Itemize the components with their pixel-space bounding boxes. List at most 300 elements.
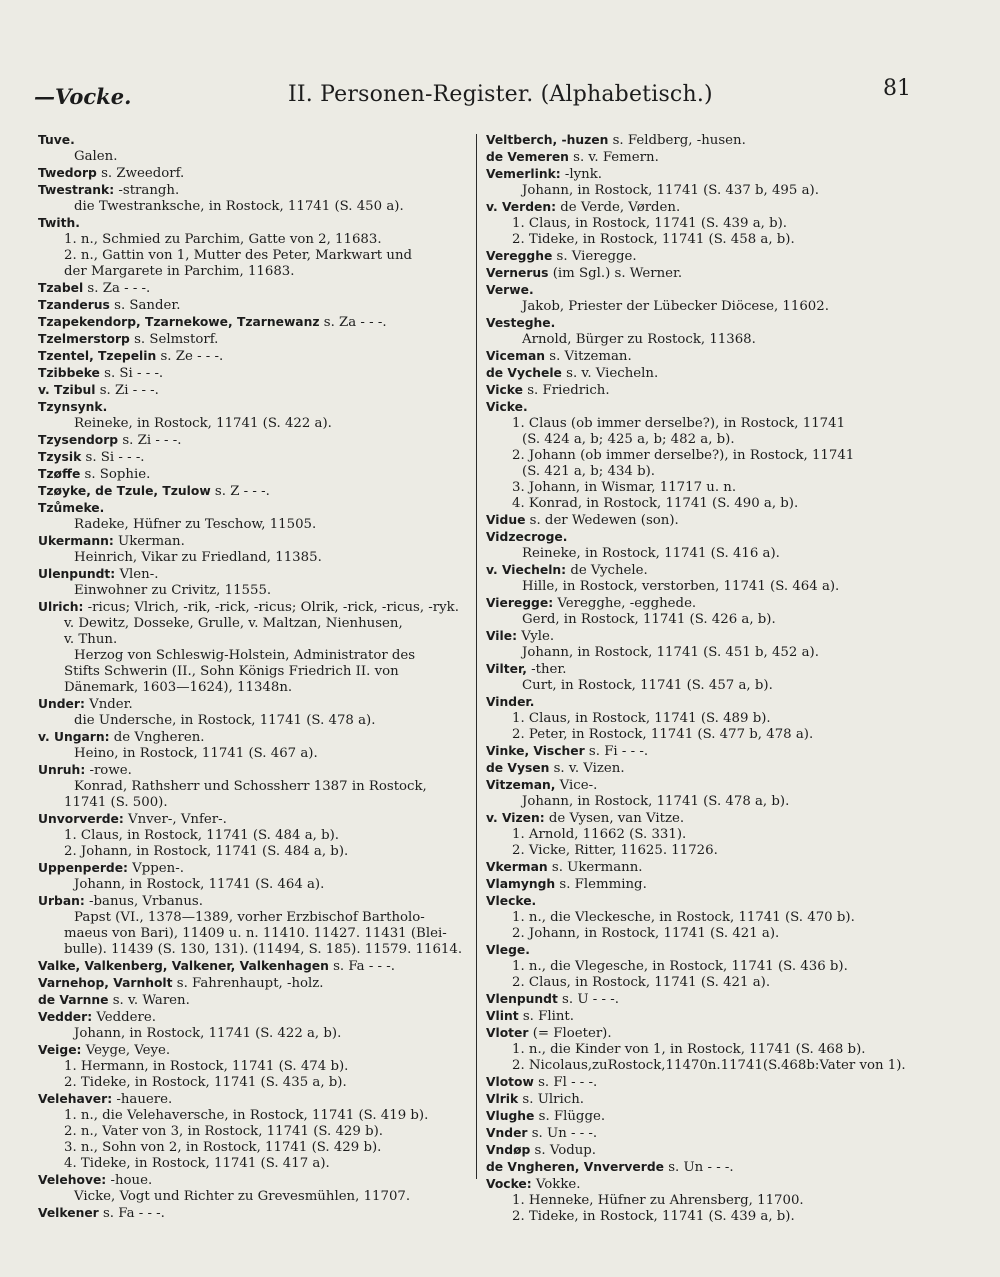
entry-subline: 2. n., Gattin von 1, Mutter des Peter, Markwart und <box>64 248 413 263</box>
entry-subline: Dänemark, 1603—1624), 11348n. <box>64 680 293 695</box>
entry-heading-line <box>486 694 946 711</box>
entry-headword: Tzelmerstorp <box>38 332 130 346</box>
entry-headword: Twestrank: <box>38 183 115 197</box>
entry-heading-line <box>38 811 470 828</box>
entry-heading-line <box>38 1091 470 1108</box>
entry-headword: Velkener <box>38 1206 99 1220</box>
register-entry <box>38 1172 470 1205</box>
entry-heading-line <box>38 365 470 382</box>
entry-subline: Jakob, Priester der Lübecker Diöcese, 11602. <box>522 299 829 314</box>
register-entry <box>38 860 470 893</box>
register-entry <box>486 743 946 760</box>
register-entry <box>38 1042 470 1091</box>
entry-headword: Tzapekendorp, Tzarnekowe, Tzarnewanz <box>38 315 320 329</box>
register-entry <box>486 1176 946 1225</box>
entry-headword: v. Verden: <box>486 200 557 214</box>
register-entry <box>486 1091 946 1108</box>
entry-reference: s. Feldberg, -husen. <box>608 133 746 148</box>
entry-reference: Vppen-. <box>127 861 184 876</box>
entry-heading-line <box>486 248 946 265</box>
entry-reference: -ricus; Vlrich, -rik, -rick, -ricus; Olrik, -rick, -ricus, -ryk. <box>83 600 459 615</box>
entry-heading-line <box>486 315 946 332</box>
entry-subline: Radeke, Hüfner zu Teschow, 11505. <box>74 517 317 532</box>
entry-headword: Veregghe <box>486 249 553 263</box>
entry-headword: Vile: <box>486 629 517 643</box>
entry-subline: 3. Johann, in Wismar, 11717 u. n. <box>512 480 737 495</box>
entry-headword: Vlotow <box>486 1075 534 1089</box>
register-entry <box>38 165 470 182</box>
entry-headword: Vitzeman, <box>486 778 556 792</box>
entry-heading-line <box>486 628 946 645</box>
register-entry <box>486 1142 946 1159</box>
register-entry <box>38 500 470 533</box>
entry-headword: Vicke <box>486 383 523 397</box>
register-entry <box>486 382 946 399</box>
entry-headword: de Vychele <box>486 366 562 380</box>
entry-reference: s. Fl - - -. <box>533 1075 598 1090</box>
register-entry <box>486 694 946 743</box>
register-entry <box>486 1108 946 1125</box>
entry-heading-line <box>38 331 470 348</box>
entry-subline: Johann, in Rostock, 11741 (S. 464 a). <box>74 877 325 892</box>
entry-heading-line <box>38 399 470 416</box>
register-entry <box>38 280 470 297</box>
entry-headword: Vnder <box>486 1126 528 1140</box>
entry-reference: Vnver-, Vnfer-. <box>123 812 227 827</box>
entry-subline: 1. n., die Vleckesche, in Rostock, 11741 (S. 470 b). <box>512 910 855 925</box>
entry-headword: Twedorp <box>38 166 97 180</box>
entry-heading-line <box>486 132 946 149</box>
running-head-title: II. Personen-Register. (Alphabetisch.) <box>288 82 713 107</box>
register-entry <box>38 729 470 762</box>
entry-headword: Veige: <box>38 1043 82 1057</box>
register-entry <box>38 348 470 365</box>
entry-reference: Vice-. <box>555 778 598 793</box>
entry-heading-line <box>38 696 470 713</box>
entry-reference: de Verde, Vørden. <box>556 200 681 215</box>
running-head-left: —Vocke. <box>34 84 132 109</box>
left-column <box>38 132 470 1222</box>
entry-subline: Einwohner zu Crivitz, 11555. <box>74 583 272 598</box>
entry-subline: Gerd, in Rostock, 11741 (S. 426 a, b). <box>522 612 776 627</box>
entry-reference: s. Vieregge. <box>552 249 637 264</box>
entry-headword: Ukermann: <box>38 534 114 548</box>
entry-heading-line <box>38 1205 470 1222</box>
entry-headword: Veltberch, -huzen <box>486 133 609 147</box>
entry-headword: v. Vizen: <box>486 811 545 825</box>
register-entry <box>38 399 470 432</box>
entry-subline: 4. Tideke, in Rostock, 11741 (S. 417 a). <box>64 1156 330 1171</box>
register-entry <box>486 132 946 149</box>
register-entry <box>38 132 470 165</box>
entry-headword: Vidue <box>486 513 526 527</box>
register-entry <box>38 1091 470 1172</box>
register-entry <box>38 314 470 331</box>
entry-headword: Tuve. <box>38 133 75 147</box>
entry-subline: Curt, in Rostock, 11741 (S. 457 a, b). <box>522 678 773 693</box>
entry-subline: 2. Tideke, in Rostock, 11741 (S. 439 a, b). <box>512 1209 795 1224</box>
entry-subline: 2. Tideke, in Rostock, 11741 (S. 435 a, b). <box>64 1075 347 1090</box>
entry-headword: de Varnne <box>38 993 109 1007</box>
register-entry <box>38 1205 470 1222</box>
register-entry <box>486 166 946 199</box>
register-entry <box>38 432 470 449</box>
entry-reference: Veyge, Veye. <box>81 1043 171 1058</box>
entry-heading-line <box>486 942 946 959</box>
page-number: 81 <box>883 76 911 101</box>
entry-headword: Vidzecroge. <box>486 530 568 544</box>
entry-heading-line <box>38 500 470 517</box>
entry-subline: 2. Vicke, Ritter, 11625. 11726. <box>512 843 718 858</box>
entry-subline: 1. n., die Vlegesche, in Rostock, 11741 (S. 436 b). <box>512 959 848 974</box>
entry-headword: Vemerlink: <box>486 167 561 181</box>
entry-heading-line <box>486 661 946 678</box>
entry-heading-line <box>38 762 470 779</box>
register-entry <box>38 533 470 566</box>
entry-reference: s. v. Viecheln. <box>561 366 659 381</box>
entry-reference: s. Sophie. <box>80 467 151 482</box>
entry-heading-line <box>38 215 470 232</box>
entry-headword: Uppenperde: <box>38 861 128 875</box>
entry-subline: Herzog von Schleswig-Holstein, Administrator des <box>74 648 416 663</box>
register-entry <box>486 315 946 348</box>
entry-headword: Tzøyke, de Tzule, Tzulow <box>38 484 211 498</box>
register-entry <box>38 182 470 215</box>
entry-reference: s. der Wedewen (son). <box>525 513 679 528</box>
entry-headword: Velehaver: <box>38 1092 113 1106</box>
entry-subline: 2. Nicolaus,zuRostock,11470n.11741(S.468b:Vater von 1). <box>512 1058 906 1073</box>
entry-headword: Vlrik <box>486 1092 519 1106</box>
entry-reference: -houe. <box>106 1173 153 1188</box>
entry-subline: 1. Arnold, 11662 (S. 331). <box>512 827 687 842</box>
entry-subline: 1. Hermann, in Rostock, 11741 (S. 474 b). <box>64 1059 349 1074</box>
entry-reference: (im Sgl.) s. Werner. <box>548 266 683 281</box>
register-entry <box>486 265 946 282</box>
entry-reference: Vokke. <box>531 1177 581 1192</box>
entry-headword: Varnehop, Varnholt <box>38 976 173 990</box>
entry-headword: v. Viecheln: <box>486 563 567 577</box>
entry-heading-line <box>38 1172 470 1189</box>
entry-headword: Urban: <box>38 894 85 908</box>
entry-heading-line <box>486 1176 946 1193</box>
entry-headword: Vlege. <box>486 943 530 957</box>
entry-reference: s. Za - - -. <box>319 315 387 330</box>
register-entry <box>486 562 946 595</box>
entry-headword: Vlint <box>486 1009 519 1023</box>
entry-headword: Twith. <box>38 216 80 230</box>
entry-headword: Ulrich: <box>38 600 84 614</box>
entry-reference: s. Flügge. <box>534 1109 606 1124</box>
entry-heading-line <box>38 860 470 877</box>
entry-subline: Heino, in Rostock, 11741 (S. 467 a). <box>74 746 318 761</box>
entry-heading-line <box>486 562 946 579</box>
register-entry <box>486 876 946 893</box>
entry-headword: Vesteghe. <box>486 316 556 330</box>
entry-subline: der Margarete in Parchim, 11683. <box>64 264 295 279</box>
entry-reference: s. Si - - -. <box>99 366 164 381</box>
register-entry <box>38 958 470 975</box>
entry-reference: s. Si - - -. <box>81 450 145 465</box>
register-entry <box>486 810 946 859</box>
entry-reference: s. U - - -. <box>557 992 619 1007</box>
entry-heading-line <box>486 529 946 546</box>
entry-headword: Vndøp <box>486 1143 531 1157</box>
register-entry <box>486 1074 946 1091</box>
entry-subline: 11741 (S. 500). <box>64 795 168 810</box>
entry-subline: 1. Claus, in Rostock, 11741 (S. 439 a, b). <box>512 216 788 231</box>
register-entry <box>38 297 470 314</box>
entry-headword: de Vysen <box>486 761 550 775</box>
entry-subline: Stifts Schwerin (II., Sohn Königs Friedrich II. von <box>64 664 399 679</box>
entry-reference: s. v. Femern. <box>568 150 659 165</box>
entry-reference: s. Fa - - -. <box>98 1206 165 1221</box>
entry-subline: Hille, in Rostock, verstorben, 11741 (S. 464 a). <box>522 579 840 594</box>
entry-reference: s. Un - - -. <box>527 1126 598 1141</box>
entry-subline: 1. Henneke, Hüfner zu Ahrensberg, 11700. <box>512 1193 804 1208</box>
entry-subline: Reineke, in Rostock, 11741 (S. 416 a). <box>522 546 780 561</box>
entry-reference: Vlen-. <box>115 567 159 582</box>
register-entry <box>38 382 470 399</box>
entry-subline: Vicke, Vogt und Richter zu Grevesmühlen, 11707. <box>74 1189 411 1204</box>
entry-heading-line <box>486 382 946 399</box>
entry-heading-line <box>38 893 470 910</box>
entry-reference: -banus, Vrbanus. <box>84 894 203 909</box>
entry-reference: s. Friedrich. <box>523 383 610 398</box>
entry-headword: Tzibbeke <box>38 366 100 380</box>
entry-headword: Vedder: <box>38 1010 93 1024</box>
entry-reference: de Vychele. <box>566 563 648 578</box>
entry-headword: Vlenpundt <box>486 992 558 1006</box>
register-entry <box>486 942 946 991</box>
entry-reference: s. Ulrich. <box>518 1092 585 1107</box>
entry-headword: Vloter <box>486 1026 529 1040</box>
entry-heading-line <box>486 282 946 299</box>
entry-headword: Tzysik <box>38 450 82 464</box>
entry-headword: de Vemeren <box>486 150 569 164</box>
entry-reference: s. Fa - - -. <box>328 959 395 974</box>
entry-reference: s. Flint. <box>518 1009 574 1024</box>
entry-headword: v. Tzibul <box>38 383 96 397</box>
entry-heading-line <box>486 1074 946 1091</box>
right-column <box>486 132 946 1225</box>
entry-heading-line <box>486 199 946 216</box>
entry-headword: Unvorverde: <box>38 812 124 826</box>
entry-heading-line <box>486 1108 946 1125</box>
register-entry <box>38 365 470 382</box>
entry-subline: 3. n., Sohn von 2, in Rostock, 11741 (S. 429 b). <box>64 1140 382 1155</box>
register-entry <box>38 992 470 1009</box>
entry-reference: -ther. <box>526 662 567 677</box>
entry-heading-line <box>486 348 946 365</box>
entry-heading-line <box>486 399 946 416</box>
entry-reference: -hauere. <box>112 1092 173 1107</box>
entry-heading-line <box>486 876 946 893</box>
entry-headword: Vlecke. <box>486 894 537 908</box>
entry-headword: Tzabel <box>38 281 84 295</box>
entry-subline: Johann, in Rostock, 11741 (S. 422 a, b). <box>74 1026 342 1041</box>
register-entry <box>486 991 946 1008</box>
entry-reference: s. Un - - -. <box>663 1160 734 1175</box>
register-entry <box>38 466 470 483</box>
entry-reference: s. Fahrenhaupt, -holz. <box>172 976 324 991</box>
entry-headword: Vocke: <box>486 1177 532 1191</box>
entry-subline: Johann, in Rostock, 11741 (S. 451 b, 452 a). <box>522 645 819 660</box>
entry-headword: Tzynsynk. <box>38 400 108 414</box>
entry-subline: Heinrich, Vikar zu Friedland, 11385. <box>74 550 322 565</box>
entry-headword: v. Ungarn: <box>38 730 110 744</box>
entry-headword: Under: <box>38 697 85 711</box>
entry-headword: Verwe. <box>486 283 534 297</box>
entry-heading-line <box>38 992 470 1009</box>
entry-reference: de Vngheren. <box>109 730 205 745</box>
entry-reference: s. Ukermann. <box>547 860 643 875</box>
entry-headword: Tzysendorp <box>38 433 119 447</box>
entry-heading-line <box>38 729 470 746</box>
register-entry <box>486 365 946 382</box>
entry-headword: Tzentel, Tzepelin <box>38 349 157 363</box>
entry-heading-line <box>38 165 470 182</box>
entry-heading-line <box>486 991 946 1008</box>
entry-reference: -lynk. <box>560 167 603 182</box>
register-entry <box>38 1009 470 1042</box>
entry-subline: Arnold, Bürger zu Rostock, 11368. <box>522 332 756 347</box>
entry-subline: 1. n., Schmied zu Parchim, Gatte von 2, 11683. <box>64 232 382 247</box>
entry-subline: (S. 424 a, b; 425 a, b; 482 a, b). <box>522 432 735 447</box>
entry-reference: s. Vitzeman. <box>545 349 632 364</box>
entry-heading-line <box>486 760 946 777</box>
entry-heading-line <box>486 777 946 794</box>
entry-headword: Vinke, Vischer <box>486 744 585 758</box>
entry-subline: Reineke, in Rostock, 11741 (S. 422 a). <box>74 416 332 431</box>
entry-heading-line <box>486 1125 946 1142</box>
entry-headword: Vlughe <box>486 1109 535 1123</box>
register-entry <box>486 399 946 512</box>
register-entry <box>486 1159 946 1176</box>
entry-subline: Konrad, Rathsherr und Schossherr 1387 in Rostock, <box>74 779 427 794</box>
entry-heading-line <box>38 314 470 331</box>
entry-heading-line <box>38 599 470 616</box>
entry-heading-line <box>38 533 470 550</box>
entry-subline: 2. Johann, in Rostock, 11741 (S. 421 a). <box>512 926 780 941</box>
register-entry <box>486 149 946 166</box>
entry-subline: 2. Claus, in Rostock, 11741 (S. 421 a). <box>512 975 771 990</box>
register-entry <box>486 529 946 562</box>
register-entry <box>486 1125 946 1142</box>
entry-subline: die Undersche, in Rostock, 11741 (S. 478 a). <box>74 713 376 728</box>
entry-subline: (S. 421 a, b; 434 b). <box>522 464 656 479</box>
entry-heading-line <box>486 1025 946 1042</box>
entry-subline: 1. Claus (ob immer derselbe?), in Rostock, 11741 <box>512 416 846 431</box>
entry-subline: Johann, in Rostock, 11741 (S. 437 b, 495 a). <box>522 183 819 198</box>
register-entry <box>38 599 470 696</box>
register-entry <box>486 628 946 661</box>
entry-heading-line <box>486 893 946 910</box>
entry-headword: Vlamyngh <box>486 877 556 891</box>
register-entry <box>38 811 470 860</box>
entry-headword: Viceman <box>486 349 546 363</box>
entry-subline: 2. Johann, in Rostock, 11741 (S. 484 a, b). <box>64 844 349 859</box>
entry-heading-line <box>38 975 470 992</box>
register-entry <box>38 331 470 348</box>
entry-heading-line <box>38 466 470 483</box>
register-entry <box>486 859 946 876</box>
entry-headword: Tzanderus <box>38 298 110 312</box>
entry-headword: Unruh: <box>38 763 86 777</box>
entry-subline: 2. Johann (ob immer derselbe?), in Rostock, 11741 <box>512 448 855 463</box>
register-entry <box>486 777 946 810</box>
entry-reference: Vyle. <box>517 629 555 644</box>
entry-heading-line <box>38 280 470 297</box>
register-entry <box>486 1008 946 1025</box>
entry-heading-line <box>38 1009 470 1026</box>
register-entry <box>38 483 470 500</box>
register-entry <box>38 696 470 729</box>
entry-subline: maeus von Bari), 11409 u. n. 11410. 11427. 11431 (Blei- <box>64 926 447 941</box>
entry-headword: Valke, Valkenberg, Valkener, Valkenhagen <box>38 959 329 973</box>
entry-heading-line <box>486 166 946 183</box>
entry-reference: s. Fi - - -. <box>584 744 649 759</box>
entry-heading-line <box>486 859 946 876</box>
entry-heading-line <box>38 566 470 583</box>
entry-heading-line <box>486 1091 946 1108</box>
entry-reference: s. Za - - -. <box>83 281 151 296</box>
register-entry <box>486 760 946 777</box>
entry-headword: Vernerus <box>486 266 549 280</box>
entry-heading-line <box>486 1142 946 1159</box>
entry-reference: s. Selmstorf. <box>129 332 219 347</box>
register-entry <box>486 893 946 942</box>
entry-headword: Vicke. <box>486 400 528 414</box>
entry-headword: Tzøffe <box>38 467 81 481</box>
register-entry <box>38 449 470 466</box>
entry-reference: Veregghe, -egghede. <box>553 596 697 611</box>
entry-subline: 1. n., die Kinder von 1, in Rostock, 11741 (S. 468 b). <box>512 1042 866 1057</box>
register-entry <box>486 199 946 248</box>
entry-heading-line <box>486 265 946 282</box>
entry-reference: s. Z - - -. <box>210 484 270 499</box>
entry-reference: (= Floeter). <box>528 1026 612 1041</box>
entry-reference: -strangh. <box>114 183 180 198</box>
entry-heading-line <box>486 149 946 166</box>
entry-heading-line <box>486 810 946 827</box>
entry-subline: 2. Peter, in Rostock, 11741 (S. 477 b, 478 a). <box>512 727 814 742</box>
entry-subline: 2. n., Vater von 3, in Rostock, 11741 (S. 429 b). <box>64 1124 384 1139</box>
entry-heading-line <box>486 365 946 382</box>
entry-heading-line <box>486 595 946 612</box>
entry-heading-line <box>38 1042 470 1059</box>
entry-reference: Veddere. <box>92 1010 156 1025</box>
entry-headword: Vilter, <box>486 662 527 676</box>
entry-subline: 4. Konrad, in Rostock, 11741 (S. 490 a, b). <box>512 496 799 511</box>
entry-heading-line <box>38 382 470 399</box>
entry-headword: Vieregge: <box>486 596 554 610</box>
entry-subline: die Twestranksche, in Rostock, 11741 (S. 450 a). <box>74 199 404 214</box>
entry-subline: bulle). 11439 (S. 130, 131). (11494, S. 185). 11579. 11614. <box>64 942 463 957</box>
entry-headword: Ulenpundt: <box>38 567 116 581</box>
entry-heading-line <box>38 132 470 149</box>
entry-heading-line <box>486 1159 946 1176</box>
register-entry <box>486 661 946 694</box>
entry-reference: Vnder. <box>84 697 133 712</box>
entry-heading-line <box>38 432 470 449</box>
entry-subline: 1. n., die Velehaversche, in Rostock, 11741 (S. 419 b). <box>64 1108 429 1123</box>
entry-headword: de Vngheren, Vnververde <box>486 1160 664 1174</box>
entry-heading-line <box>38 958 470 975</box>
column-divider <box>476 134 477 1179</box>
register-entry <box>486 595 946 628</box>
entry-subline: 2. Tideke, in Rostock, 11741 (S. 458 a, b). <box>512 232 795 247</box>
entry-heading-line <box>38 182 470 199</box>
